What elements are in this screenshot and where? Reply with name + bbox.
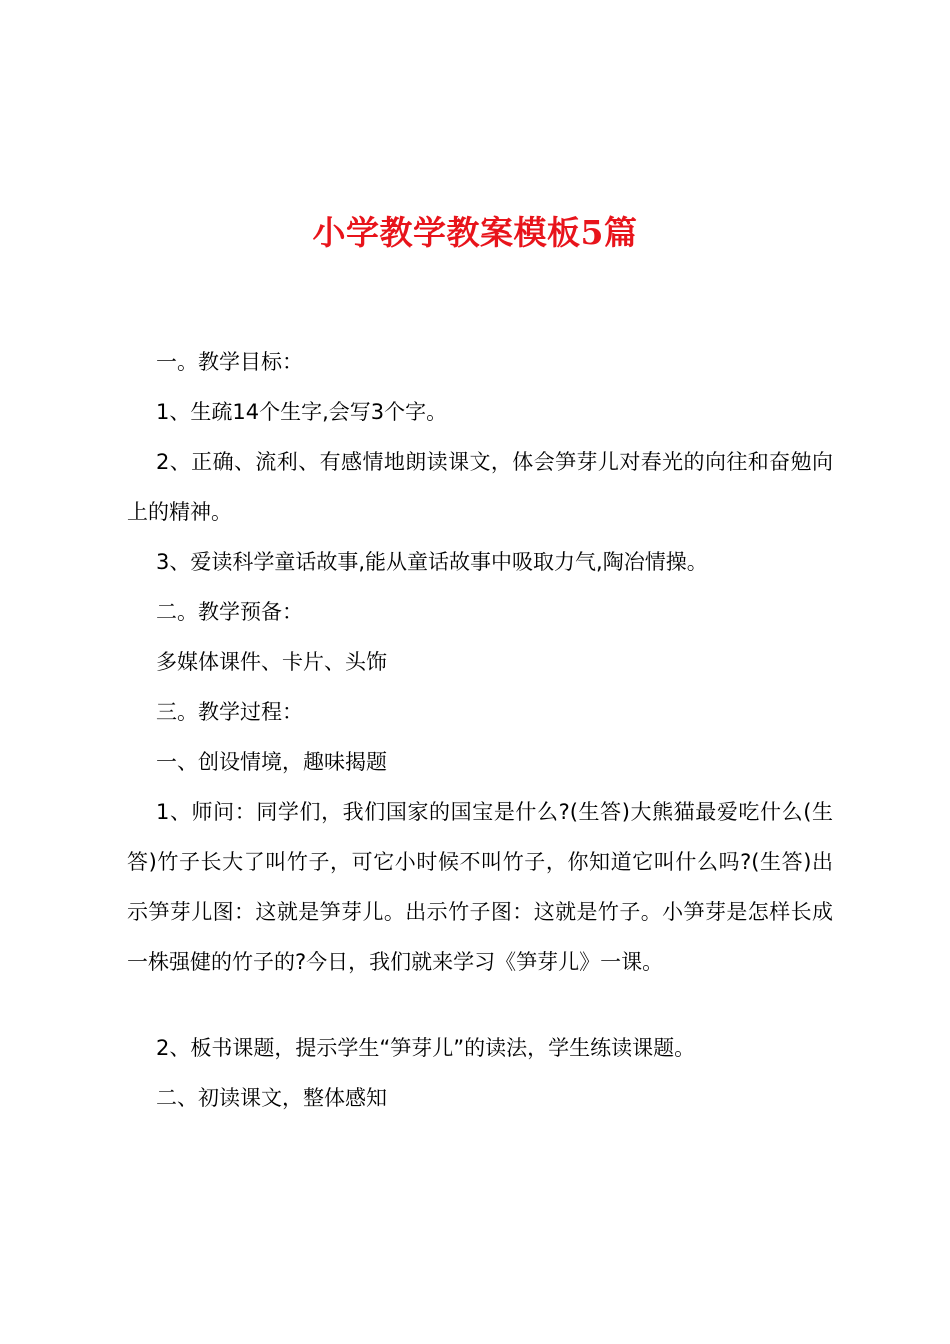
goal-item-2: 2、正确、流利、有感情地朗读课文，体会笋芽儿对春光的向往和奋勉向上的精神。 (127, 450, 833, 524)
process-step-heading-1: 一、创设情境，趣味揭题 (156, 750, 387, 774)
goal-item-1: 1、生疏14个生字,会写3个字。 (156, 400, 448, 424)
document-title: 小学教学教案模板5篇 (312, 213, 638, 252)
process-step-1-text: 1、师问：同学们，我们国家的国宝是什么?(生答)大熊猫最爱吃什么(生答)竹子长大了叫竹子，可它小时候不叫竹子，你知道它叫什么吗?(生答)出示笋芽儿图：这就是笋芽儿。出示竹子图：这就是竹子。小笋芽是怎样长成一株强健的竹子的?今日，我们就来学习《笋芽儿》一课。 (127, 800, 833, 974)
goal-item-3: 3、爱读科学童话故事,能从童话故事中吸取力气,陶冶情操。 (156, 550, 708, 574)
document-body (127, 337, 833, 1123)
section-heading-preparation: 二。教学预备： (156, 600, 303, 624)
process-step-2-text: 2、板书课题，提示学生“笋芽儿”的读法，学生练读课题。 (156, 1036, 696, 1060)
section-heading-teaching-goals: 一。教学目标： (156, 350, 303, 374)
process-step-heading-2: 二、初读课文，整体感知 (156, 1086, 387, 1110)
section-heading-process: 三。教学过程： (156, 700, 303, 724)
preparation-materials: 多媒体课件、卡片、头饰 (156, 650, 387, 674)
